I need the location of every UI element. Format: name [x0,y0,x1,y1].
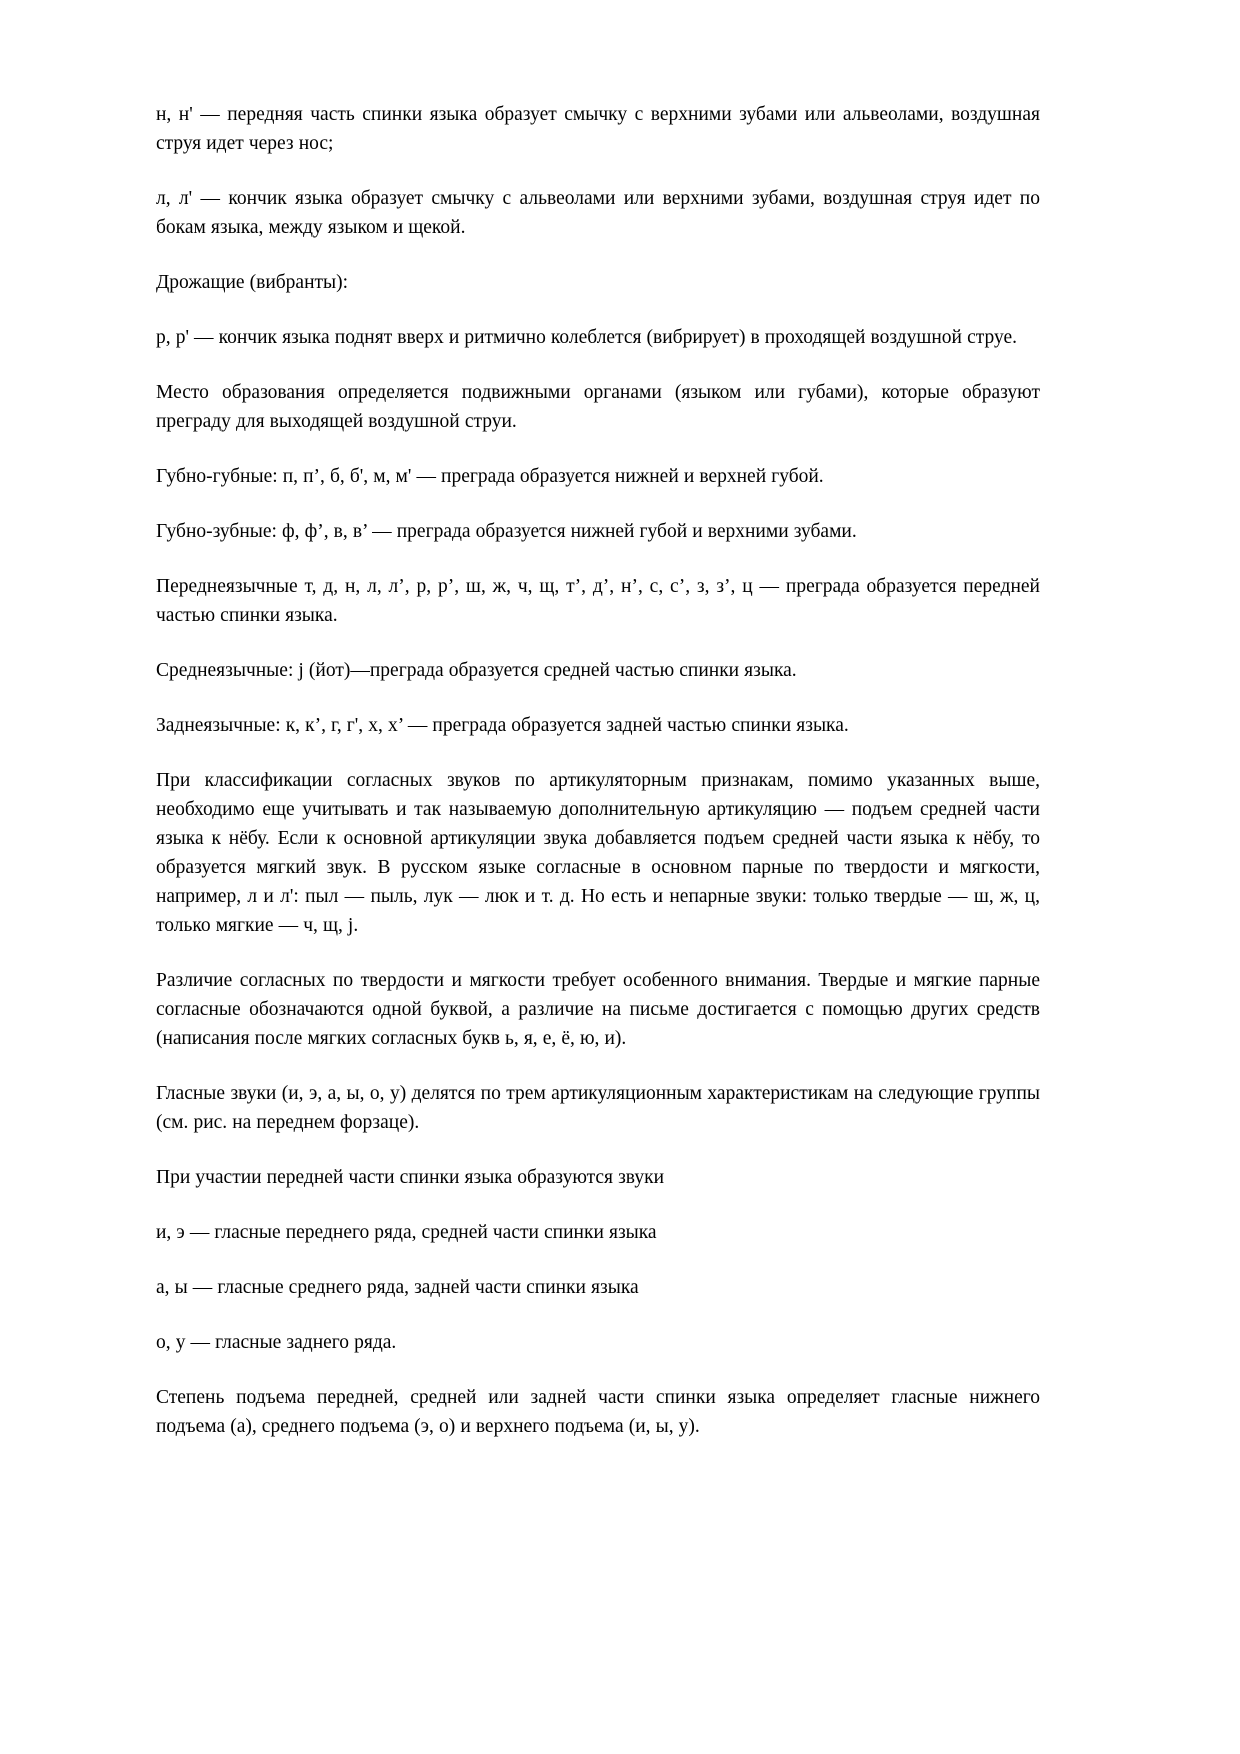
paragraph-place-of-articulation: Место образования определяется подвижными органами (языком или губами), которые образуют преграду для выходящей воздушной струи. [156,382,1040,432]
paragraph-vibrant-r: р, р' — кончик языка поднят вверх и ритмично колеблется (вибрирует) в проходящей воздушной струе. [156,327,1017,348]
document-text-body [156,100,1040,1441]
paragraph-vowel-height: Степень подъема передней, средней или задней части спинки языка определяет гласные нижнего подъема (а), среднего подъема (э, о) и верхнего подъема (и, ы, у). [156,1387,1040,1437]
paragraph-vowels-back-row: о, у — гласные заднего ряда. [156,1332,397,1353]
paragraph-front-part-intro: При участии передней части спинки языка образуются звуки [156,1167,665,1188]
paragraph-bilabial: Губно-губные: п, п’, б, б', м, м' — преграда образуется нижней и верхней губой. [156,466,824,487]
paragraph-anterior-lingual: Переднеязычные т, д, н, л, л’, р, р’, ш, ж, ч, щ, т’, д’, н’, с, с’, з, з’, ц — преграда образуется передней частью спинки языка. [156,576,1040,626]
paragraph-lateral-l: л, л' — кончик языка образует смычку с альвеолами или верхними зубами, воздушная струя идет по бокам языка, между языком и щекой. [156,188,1040,238]
paragraph-nasal-n: н, н' — передняя часть спинки языка образует смычку с верхними зубами или альвеолами, воздушная струя идет через нос; [156,104,1040,154]
paragraph-vowels-intro: Гласные звуки (и, э, а, ы, о, у) делятся по трем артикуляционным характеристикам на следующие группы (см. рис. на переднем форзаце). [156,1083,1040,1133]
paragraph-vibrants-heading: Дрожащие (вибранты): [156,272,349,293]
paragraph-posterior-lingual: Заднеязычные: к, к’, г, г', х, х’ — преграда образуется задней частью спинки языка. [156,715,849,736]
paragraph-medio-lingual: Среднеязычные: j (йот)—преграда образуется средней частью спинки языка. [156,660,797,681]
paragraph-labiodental: Губно-зубные: ф, ф’, в, в’ — преграда образуется нижней губой и верхними зубами. [156,521,857,542]
paragraph-vowels-front-row: и, э — гласные переднего ряда, средней части спинки языка [156,1222,657,1243]
paragraph-vowels-mid-row: а, ы — гласные среднего ряда, задней части спинки языка [156,1277,639,1298]
paragraph-classification-additional-articulation: При классификации согласных звуков по артикуляторным признакам, помимо указанных выше, необходимо еще учитывать и так называемую дополнительную артикуляцию — подъем средней части языка к нёбу. Если к основной артикуляции звука добавляется подъем средней части языка к нёбу, то образуется мягкий звук. В русском языке согласные в основном парные по твердости и мягкости, например, л и л': пыл — пыль, лук — люк и т. д. Но есть и непарные звуки: только твердые — ш, ж, ц, только мягкие — ч, щ, j. [156,770,1040,936]
paragraph-hard-soft-distinction: Различие согласных по твердости и мягкости требует особенного внимания. Твердые и мягкие парные согласные обозначаются одной буквой, а различие на письме достигается с помощью других средств (написания после мягких согласных букв ь, я, е, ё, ю, и). [156,970,1040,1049]
